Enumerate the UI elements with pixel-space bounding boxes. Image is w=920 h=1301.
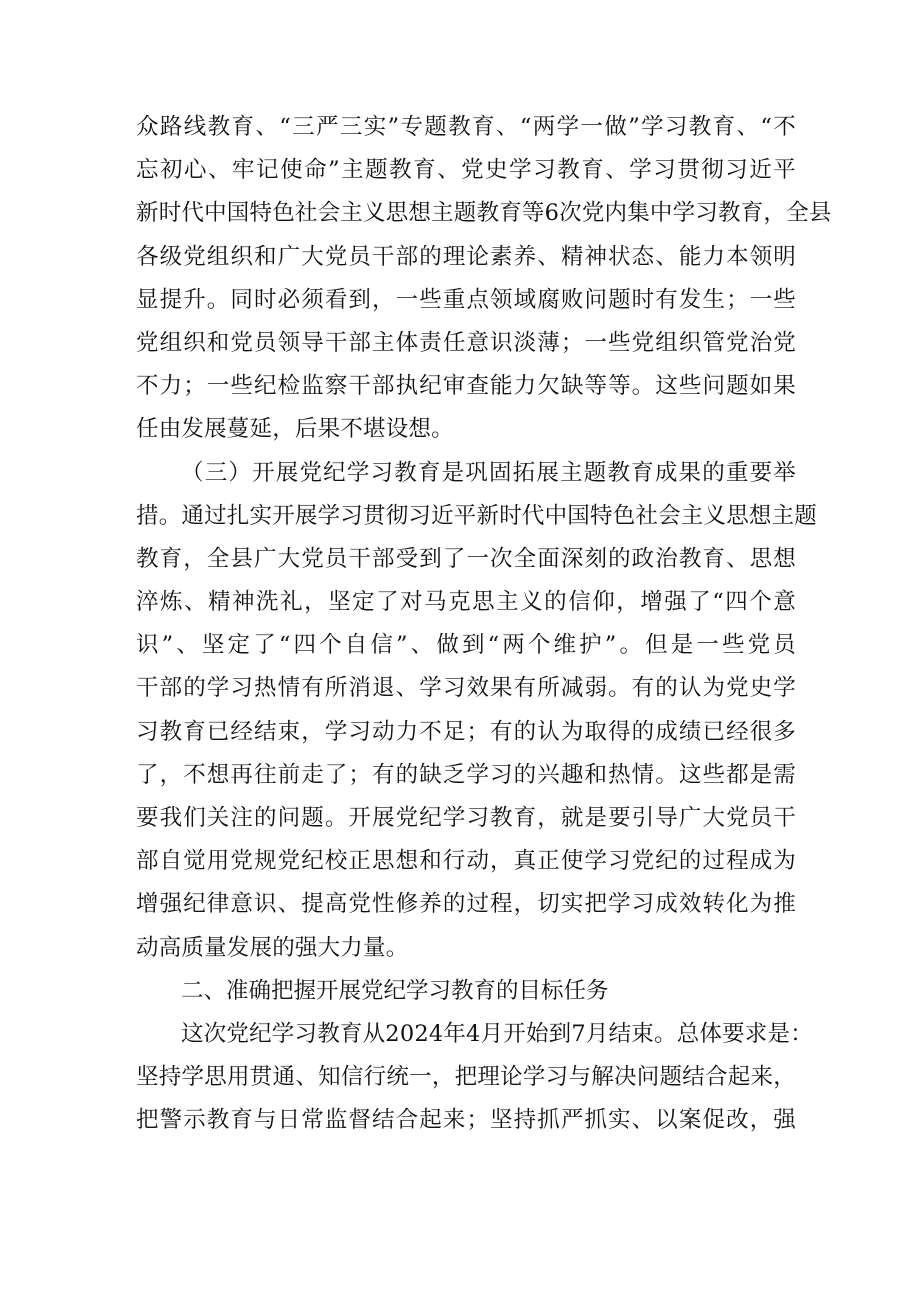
text-line: 不力；一些纪检监察干部执纪审查能力欠缺等等。这些问题如果 — [136, 373, 796, 400]
text-line: 增强纪律意识、提高党性修养的过程，切实把学习成效转化为推 — [136, 891, 796, 918]
text-line: 任由发展蔓延，后果不堪设想。 — [136, 416, 454, 443]
text-line: 淬炼、精神洗礼，坚定了对马克思主义的信仰，增强了“四个意 — [136, 589, 796, 616]
text-line: 措。通过扎实开展学习贯彻习近平新时代中国特色社会主义思想主题 — [136, 502, 818, 529]
text-line: 动高质量发展的强大力量。 — [136, 934, 409, 961]
text-line: 党组织和党员领导干部主体责任意识淡薄；一些党组织管党治党 — [136, 329, 796, 356]
text-line: 新时代中国特色社会主义思想主题教育等6次党内集中学习教育，全县 — [136, 200, 832, 227]
text-line: 坚持学思用贯通、知信行统一，把理论学习与解决问题结合起来， — [136, 1064, 796, 1091]
text-line: 忘初心、牢记使命”主题教育、党史学习教育、学习贯彻习近平 — [136, 157, 796, 184]
text-line: 识”、坚定了“四个自信”、做到“两个维护”。但是一些党员 — [136, 632, 796, 659]
text-line: 显提升。同时必须看到，一些重点领域腐败问题时有发生；一些 — [136, 286, 796, 313]
document-body — [136, 106, 832, 1143]
text-line: 了，不想再往前走了；有的缺乏学习的兴趣和热情。这些都是需 — [136, 761, 796, 788]
text-line: 习教育已经结束，学习动力不足；有的认为取得的成绩已经很多 — [136, 718, 796, 745]
text-line: 干部的学习热情有所消退、学习效果有所减弱。有的认为党史学 — [136, 675, 796, 702]
text-line: 众路线教育、“三严三实”专题教育、“两学一做”学习教育、“不 — [136, 114, 796, 140]
text-line: 各级党组织和广大党员干部的理论素养、精神状态、能力本领明 — [136, 243, 796, 270]
text-line: 教育，全县广大党员干部受到了一次全面深刻的政治教育、思想 — [136, 545, 796, 572]
text-line: 要我们关注的问题。开展党纪学习教育，就是要引导广大党员干 — [136, 805, 796, 831]
paragraph-3-start: （三）开展党纪学习教育是巩固拓展主题教育成果的重要举 — [181, 459, 796, 486]
text-line: 把警示教育与日常监督结合起来；坚持抓严抓实、以案促改，强 — [136, 1107, 796, 1134]
paragraph-start: 这次党纪学习教育从2024年4月开始到7月结束。总体要求是： — [181, 1020, 813, 1047]
section-heading: 二、准确把握开展党纪学习教育的目标任务 — [181, 977, 609, 1004]
text-line: 部自觉用党规党纪校正思想和行动，真正使学习党纪的过程成为 — [136, 848, 796, 875]
